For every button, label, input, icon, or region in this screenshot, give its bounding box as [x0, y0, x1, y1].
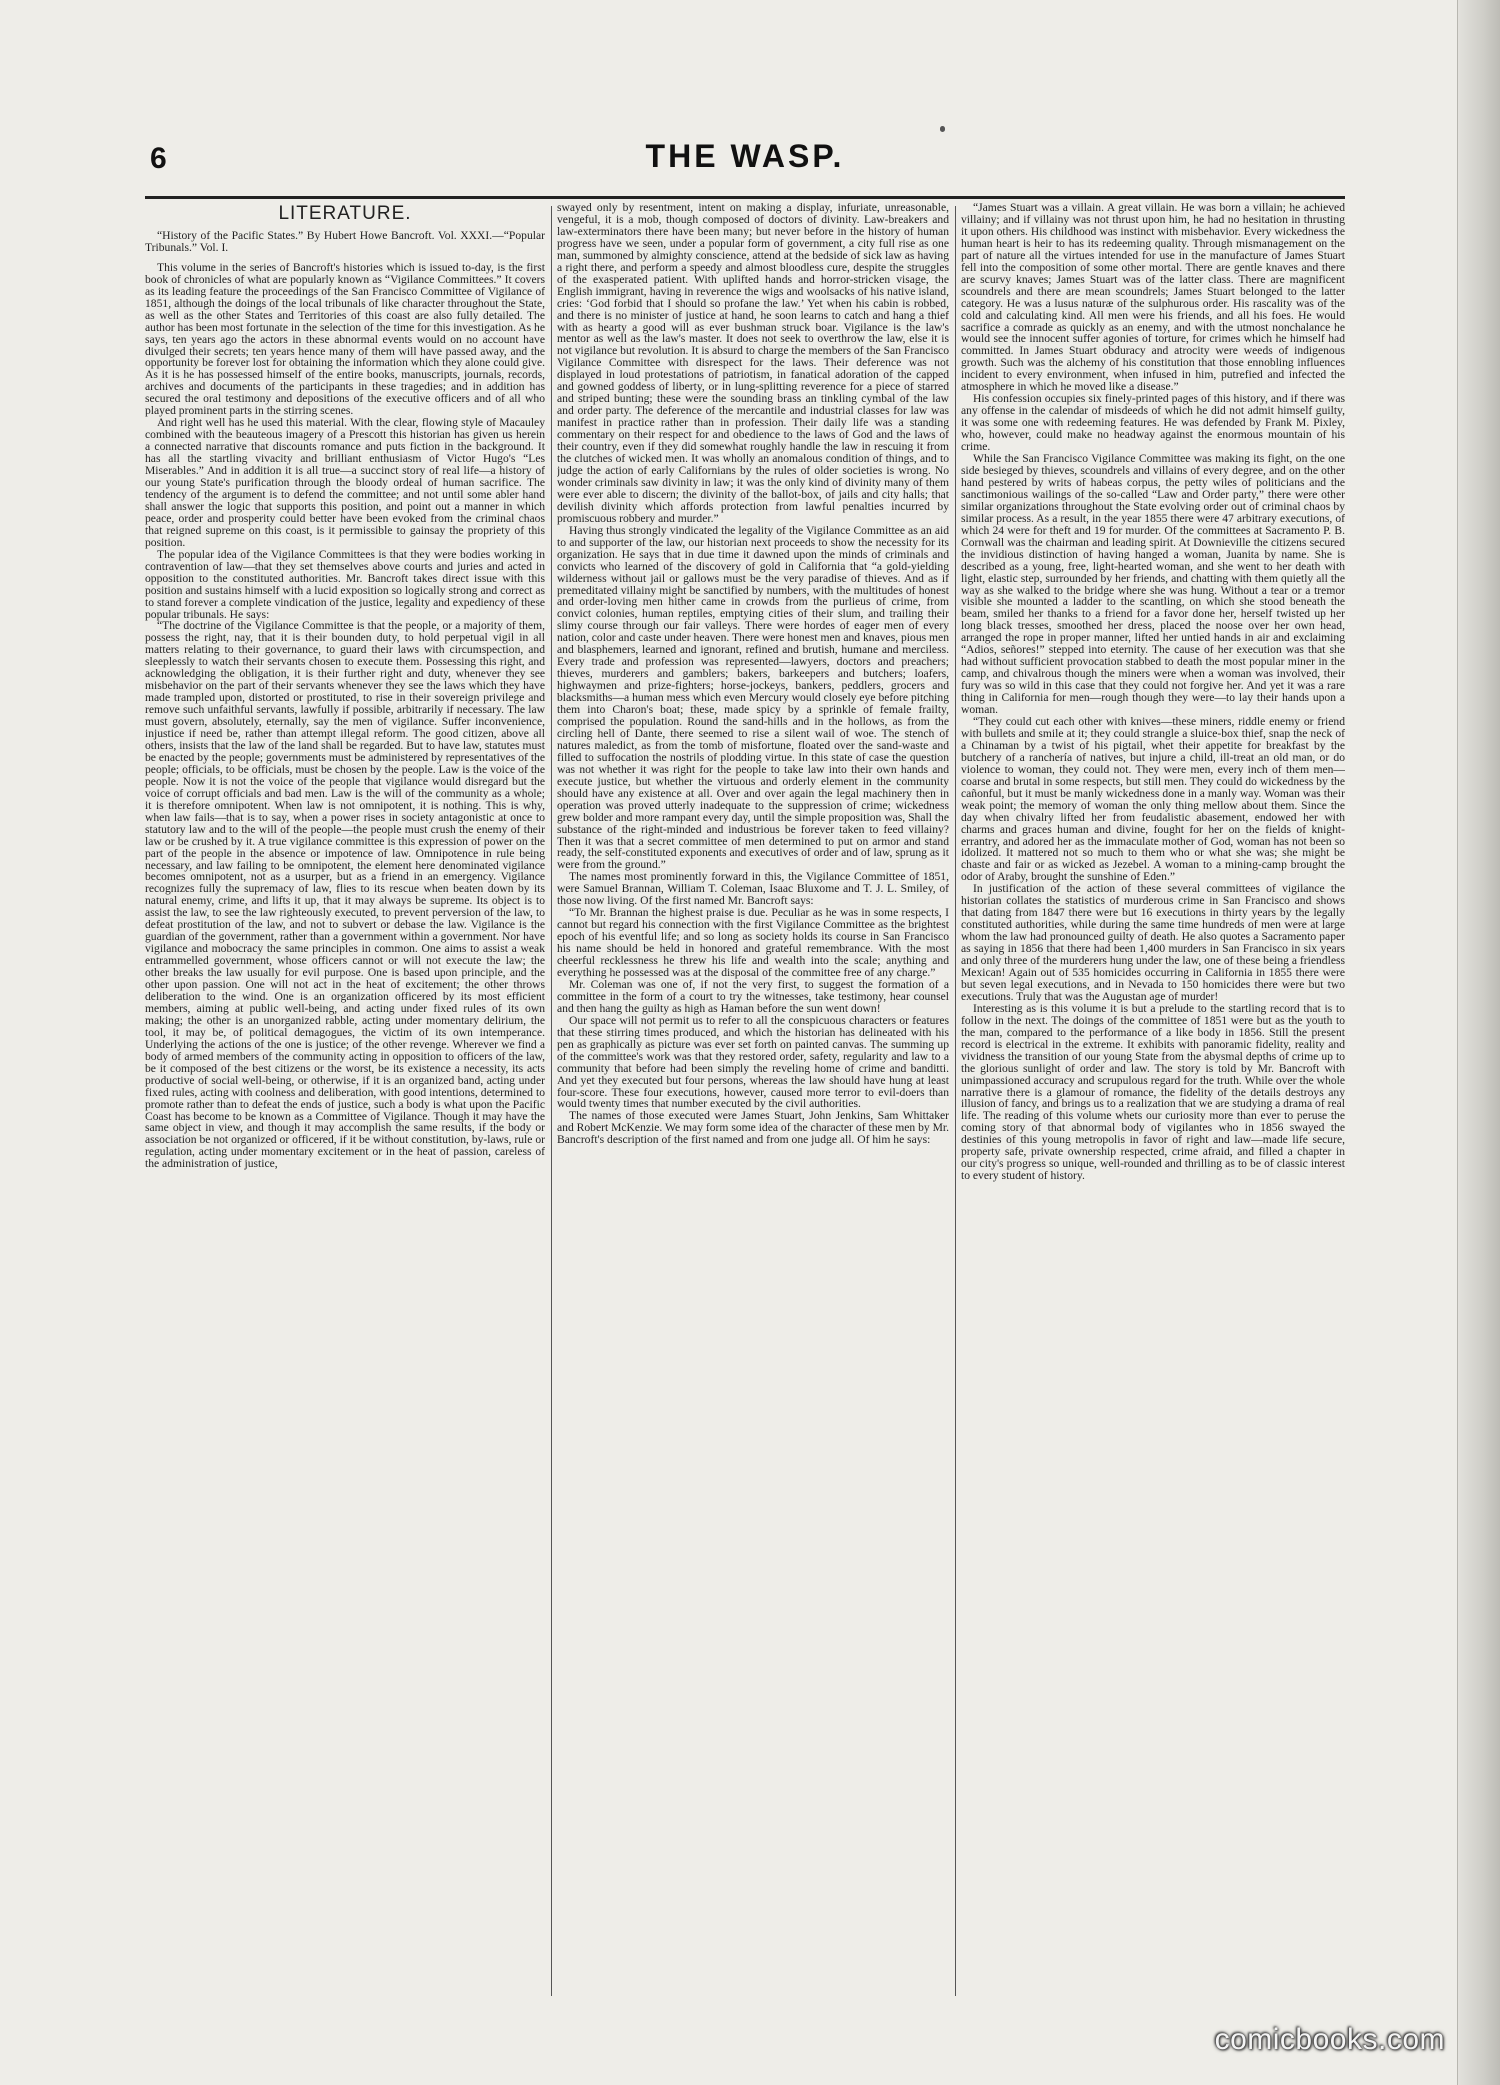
paragraph: The names of those executed were James Stuart, John Jenkins, Sam Whittaker and Robert McKenzie. We may form some idea of the character of these men by Mr. Bancroft's description of the first named and from one judge all. Of him he says:	[557, 1109, 949, 1147]
paragraph: Having thus strongly vindicated the legality of the Vigilance Committee as an aid to and supporter of the law, our historian next proceeds to show the necessity for its organization. He says that in due time it dawned upon the minds of criminals and convicts who learned of the discovery of gold in California that “a gold-yielding wilderness without jail or gallows must be the very paradise of thieves. And as if premeditated villainy might be sanctified by numbers, with the multitudes of honest and order-loving men hither came in crowds from the purlieus of crime, from convict colonies, human reptiles, emptying cities of their slum, and trailing their slimy course through our fair valleys. There were hordes of eager men of every nation, color and caste under heaven. There were honest men and knaves, pious men and blasphemers, learned and ignorant, refined and brutish, humane and merciless. Every trade and profession was represented—lawyers, doctors and preachers; thieves, murderers and gamblers; bakers, barkeepers and butchers; loafers, highwaymen and prize-fighters; horse-jockeys, bankers, peddlers, grocers and blacksmiths—a human mess which even Mercury would closely eye before pitching them into Charon's boat; these, made spicy by a sprinkle of female frailty, comprised the population. Round the sand-hills and in the hollows, as from the circling hell of Dante, there seemed to rise a silent wail of woe. The stench of natures maledict, as from the tomb of misfortune, floated over the sand-waste and filled to suffocation the nostrils of plodding virtue. In this state of case the question was not whether it was right for the people to take law into their own hands and execute justice, but whether the virtuous and orderly element in the community should have any existence at all. Over and over again the legal machinery then in operation was proved utterly inadequate to the suppression of crime; wickedness grew bolder and more rampant every day, until the simple proposition was, Shall the substance of the right-minded and industrious be forever taken to feed villainy? Then it was that a secret committee of men determined to put on armor and stand ready, the self-constituted exponents and executives of order and of law, sprung as it were from the ground.”	[557, 523, 949, 872]
column-divider	[551, 206, 552, 1996]
column-1	[145, 202, 545, 2000]
quote-paragraph: “They could cut each other with knives—these miners, riddle enemy or friend with bullets and smile at it; they could strangle a sluice-box thief, snap the neck of a Chinaman by a twist of his pigtail, whet their appetite for breakfast by the butchery of a ranchería of natives, but injure a child, ill-treat an old man, or do violence to woman, they could not. They were men, every inch of them men—coarse and brutal in some respects, but still men. They could do wickedness by the cañonful, but it must be manly wickedness done in a manly way. Woman was their weak point; the memory of woman the only thing mellow about them. Since the day when chivalry lifted her from feudalistic abasement, endowed her with charms and graces human and divine, fought for her on the fields of knight-errantry, and adored her as the immaculate mother of God, woman has not been so idolized. It mattered not so much to them who or what she was; she might be chaste and fair or as wicked as Jezebel. A woman to a mining-camp brought the odor of Araby, brought the sunshine of Eden.”	[961, 714, 1345, 884]
paragraph: Mr. Coleman was one of, if not the very first, to suggest the formation of a committee in the form of a court to try the witnesses, take testimony, hear counsel and then hang the guilty as high as Haman before the sun went down!	[557, 977, 949, 1015]
paragraph: In justification of the action of these several committees of vigilance the historian collates the statistics of murderous crime in San Francisco and shows that dating from 1847 there were but 16 executions in thirty years by the legally constituted authorities, while during the same time hundreds of men were at large whom the law had pronounced guilty of death. He also quotes a Sacramento paper as saying in 1856 that there had been 1,400 murders in San Francisco in six years and only three of the murderers hung under the law, one of these being a friendless Mexican! Again out of 535 homicides occurring in California in 1855 there were but seven legal executions, and in Nevada to 150 homicides there were but two executions. Truly that was the Augustan age of murder!	[961, 882, 1345, 1003]
paragraph: Our space will not permit us to refer to all the conspicuous characters or features that these stirring times produced, and which the historian has delineated with his pen as graphically as picture was ever set forth on painted canvas. The summing up of the committee's work was that they restored order, safety, regularity and law to a community that before had been simply the reveling home of crime and banditti. And yet they executed but four persons, whereas the law should have hung at least four-score. These four executions, however, caused more terror to evil-doers than would twenty times that number executed by the civil authorities.	[557, 1013, 949, 1111]
quote-paragraph: “The doctrine of the Vigilance Committee is that the people, or a majority of them, possess the right, nay, that it is their bounden duty, to hold perpetual vigil in all matters relating to their governance, to guard their laws with circumspection, and sleeplessly to watch their servants chosen to execute them. Possessing this right, and acknowledging the obligation, it is their further right and duty, whenever they see misbehavior on the part of their servants whenever they see the laws which they have made trampled upon, distorted or prostituted, to rise in their sovereign privilege and remove such unfaithful servants, lawfully if possible, arbitrarily if necessary. The law must govern, absolutely, eternally, say the men of vigilance. Suffer inconvenience, injustice if need be, rather than attempt illegal reform. The good citizen, above all others, insists that the law of the land shall be regarded. But to have law, statutes must be enacted by the people; governments must be administered by representatives of the people; officials, to be officials, must be chosen by the people. Law is the voice of the people. Now it is not the voice of the people that vigilance would disregard but the voice of corrupt officials and bad men. Law is the will of the community as a whole; it is therefore omnipotent. When law is not omnipotent, it is nothing. This is why, when law fails—that is to say, when a power rises in society antagonistic at once to statutory law and to the will of the people—the people must crush the enemy of their law or be crushed by it. A true vigilance committee is this expression of power on the part of the people in the absence or impotence of law. Omnipotence in rule being necessary, and law failing to be omnipotent, the element here denominated vigilance becomes omnipotent, not as a usurper, but as a friend in an emergency. Vigilance recognizes fully the supremacy of law, flies to its rescue when beaten down by its natural enemy, crime, and lifts it up, that it may always be supreme. Its object is to assist the law, to see the law righteously executed, to prevent perversion of the law, to defeat prostitution of the law, and not to subvert or debase the law. Vigilance is the guardian of the government, rather than a government within a government. Nor have vigilance and mobocracy the same principles in common. One aims to assist a weak entrammelled government, whose officers cannot or will not execute the law; the other breaks the law usually for evil purpose. One is based upon principle, and the other upon passion. One will not act in the heat of excitement; the other throws deliberation to the wind. One is an organization officered by its most efficient members, aiming at public well-being, and acting under fixed rules of its own making; the other is an unorganized rabble, acting under momentary delirium, the tool, it may be, of political demagogues, the victim of its own intemperance. Underlying the actions of the one is justice; of the other revenge. Wherever we find a body of armed members of the community acting in opposition to officers of the law, be it composed of the best citizens or the worst, be its existence a necessity, its acts productive of social well-being, or otherwise, if it is an organized band, acting under fixed rules, acting with coolness and deliberation, with good intentions, determined to promote rather than to defeat the ends of justice, such a body is what upon the Pacific Coast has become to be known as a Committee of Vigilance. Though it may have the same object in view, and though it may accomplish the same results, if the body or association be not organized or officered, if it be without constitution, by-laws, rule or regulation, acting under momentary excitement or in the heat of passion, careless of the administration of justice,	[145, 619, 545, 1171]
paragraph: This volume in the series of Bancroft's histories which is issued to-day, is the first book of chronicles of what are popularly known as “Vigilance Committees.” It covers as its leading feature the proceedings of the San Francisco Committee of Vigilance of 1851, although the doings of the local tribunals of like character throughout the State, as well as the other States and Territories of this coast are also fully detailed. The author has been most fortunate in the selection of the time for this investigation. As he says, ten years ago the actors in these abnormal events would on no account have divulged their secrets; ten years hence many of them will have passed away, and the opportunity be forever lost for obtaining the information which they alone could give. As it is he has possessed himself of the entire books, manuscripts, journals, records, archives and documents of the participants in these tragedies; and in addition has secured the oral testimony and depositions of the executive officers and of all who played prominent parts in the stirring scenes.	[145, 260, 545, 418]
masthead-title: THE WASP.	[645, 138, 845, 174]
page-header	[150, 138, 1340, 182]
watermark: comicbooks.com	[1214, 2023, 1445, 2056]
header-rule	[145, 196, 1345, 199]
paragraph: And right well has he used this material. With the clear, flowing style of Macauley combined with the beauteous imagery of a Prescott this historian has given us herein a connected narrative that discounts romance and puts fiction in the background. It has all the startling vivacity and brilliant enthusiasm of Victor Hugo's “Les Miserables.” And in addition it is all true—a succinct story of real life—a history of our young State's purification through the bloody ordeal of human sacrifice. The tendency of the argument is to defend the committee; and not until some abler hand shall answer the logic that supports this position, and point out a manner in which peace, order and prosperity could better have been evoked from the criminal chaos that reigned supreme on this coast, is it permissible to gainsay the propriety of this position.	[145, 416, 545, 549]
paragraph: The popular idea of the Vigilance Committees is that they were bodies working in contravention of law—that they set themselves above courts and juries and acted in opposition to the constituted authorities. Mr. Bancroft takes direct issue with this position and sustains himself with a lucid exposition so logically strong and correct as to stand forever a complete vindication of the justice, legality and expediency of these popular tribunals. He says:	[145, 547, 545, 621]
paragraph: While the San Francisco Vigilance Committee was making its fight, on the one side besieged by thieves, scoundrels and villains of every degree, and on the other hand pestered by writs of habeas corpus, the petty wiles of politicians and the sanctimonious wailings of the so-called “Law and Order party,” there were other similar organizations throughout the State evolving order out of criminal chaos by similar process. As a result, in the year 1855 there were 47 arbitrary executions, of which 24 were for theft and 19 for murder. Of the committees at Sacramento P. B. Cornwall was the chairman and leading spirit. At Downieville the citizens secured the invidious distinction of having hanged a woman, Juanita by name. She is described as a young, free, light-hearted woman, and she went to her death with light, elastic step, surrounded by her friends, and chatting with them quietly all the way as she walked to the bridge where she was hung. Without a tear or a tremor visible she mounted a ladder to the scantling, on which she stood beneath the beam, smiled her thanks to a friend for a favor done her, herself twisted up her long black tresses, smoothed her dress, placed the noose over her own head, arranged the rope in proper manner, lifted her untied hands in air and exclaiming “Adios, señores!” stepped into eternity. The cause of her execution was that she had without sufficient provocation stabbed to death the most popular miner in the camp, and chivalrous though the miners were when a woman was involved, their fury was so wild in this case that they could not forgive her. And yet it was a rare thing in California for men—rough though they were—to lay their hands upon a woman.	[961, 452, 1345, 717]
paragraph: The names most prominently forward in this, the Vigilance Committee of 1851, were Samuel Brannan, William T. Coleman, Isaac Bluxome and T. J. L. Smiley, of those now living. Of the first named Mr. Bancroft says:	[557, 870, 949, 908]
quote-paragraph: “James Stuart was a villain. A great villain. He was born a villain; he achieved villainy; and if villainy was not thrust upon him, he had no hesitation in thrusting it upon others. His childhood was instinct with misbehavior. Every wickedness the human heart is heir to has its redeeming quality. Through mismanagement on the part of nature all the virtues intended for use in the manufacture of James Stuart fell into the composition of some other mortal. There are gentle knaves and there are scurvy knaves; James Stuart was of the latter class. There are magnificent scoundrels and there are mean scoundrels; James Stuart belonged to the latter category. He was a lusus naturæ of the sulphurous order. His rascality was of the cold and calculating kind. All men were his friends, and all his foes. He would sacrifice a comrade as quickly as an enemy, and with the utmost nonchalance he would see the innocent suffer agonies of torture, for crimes which he himself had committed. In James Stuart obduracy and atrocity were weeds of indigenous growth. Such was the alchemy of his constitution that those ennobling influences incident to every environment, when infused in him, putrefied and infected the atmosphere in which he moved like a disease.”	[961, 202, 1345, 394]
ink-speck	[940, 126, 945, 132]
column-divider	[955, 206, 956, 1996]
column-2	[557, 202, 949, 2000]
section-title: LITERATURE.	[278, 203, 412, 224]
article-columns	[145, 202, 1345, 2000]
page-edge-shadow	[1457, 0, 1500, 2085]
page-number: 6	[150, 142, 167, 175]
book-reference: “History of the Pacific States.” By Hubert Howe Bancroft. Vol. XXXI.—“Popular Tribunals.” Vol. I.	[145, 228, 545, 254]
quote-paragraph: “To Mr. Brannan the highest praise is due. Peculiar as he was in some respects, I cannot but regard his connection with the first Vigilance Committee as the brightest epoch of his eventful life; and so long as society holds its course in San Francisco his name should be held in honored and grateful remembrance. With the most cheerful recklessness he threw his life and wealth into the scale; anything and everything he possessed was at the disposal of the committee free of any charge.”	[557, 906, 949, 979]
paragraph: Interesting as is this volume it is but a prelude to the startling record that is to follow in the next. The doings of the committee of 1851 were but as the youth to the man, compared to the performance of a like body in 1856. Still the present record is electrical in the extreme. It exhibits with panoramic fidelity, reality and vividness the transition of our young State from the abysmal depths of crime up to the glorious sunlight of order and law. The story is told by Mr. Bancroft with unimpassioned accuracy and scrupulous regard for the truth. While over the whole narrative there is a glamour of romance, the fidelity of the details destroys any illusion of fancy, and brings us to a realization that we are studying a drama of real life. The reading of this volume whets our curiosity more than ever to peruse the coming story of that abnormal body of vigilantes who in 1856 swayed the destinies of this young metropolis in favor of right and law—made life secure, property safe, private ownership respected, crime afraid, and filled a chapter in our city's progress so unique, well-rounded and thrilling as to be of classic interest to every student of history.	[961, 1001, 1345, 1183]
column-3	[961, 202, 1345, 2000]
paragraph: His confession occupies six finely-printed pages of this history, and if there was any offense in the calendar of misdeeds of which he did not admit himself guilty, it was some one with redeeming features. He was defended by Frank M. Pixley, who, however, could make no headway against the enormous mountain of his crime.	[961, 392, 1345, 454]
paragraph: swayed only by resentment, intent on making a display, infuriate, unreasonable, vengeful, it is a mob, though composed of doctors of divinity. Law-breakers and law-exterminators there have been many; but never before in the history of human progress have we seen, under a popular form of government, a city full rise as one man, summoned by almighty conscience, attend at the bedside of sick law as having a right there, and perform a speedy and almost bloodless cure, despite the struggles of the exasperated patient. With uplifted hands and horror-stricken visage, the English immigrant, having in reverence the wigs and woolsacks of his native island, cries: ‘God forbid that I should so profane the law.’ Yet when his cabin is robbed, and there is no minister of justice at hand, he soon learns to catch and hang a thief with as hearty a good will as ever bushman struck boar. Vigilance is the law's mentor as well as the law's master. It does not seek to overthrow the law, else it is not vigilance but revolution. It is absurd to charge the members of the San Francisco Vigilance Committee with disrespect for the laws. Their deference was not displayed in loud protestations of patriotism, in fanatical adoration of the capped and gowned goddess of liberty, or in lung-splitting reverence for a piece of starred and striped bunting; these were the sounding brass an tinkling cymbal of the law and order party. The deference of the mercantile and industrial classes for law was manifest in practice rather than in profession. Their daily life was a standing commentary on their respect for and obedience to the laws of God and the laws of their country, even if they did somewhat roughly handle the law in rescuing it from the clutches of wicked men. It was wholly an anomalous condition of things, and to judge the action of early Californians by the rules of older societies is wrong. No wonder criminals saw divinity in law; it was the only kind of divinity many of them were ever able to discern; the divinity of the ballot-box, of jails and city halls; that devilish divinity which affords protection from lawful penalties incurred by promiscuous robbery and murder.”	[557, 202, 949, 525]
